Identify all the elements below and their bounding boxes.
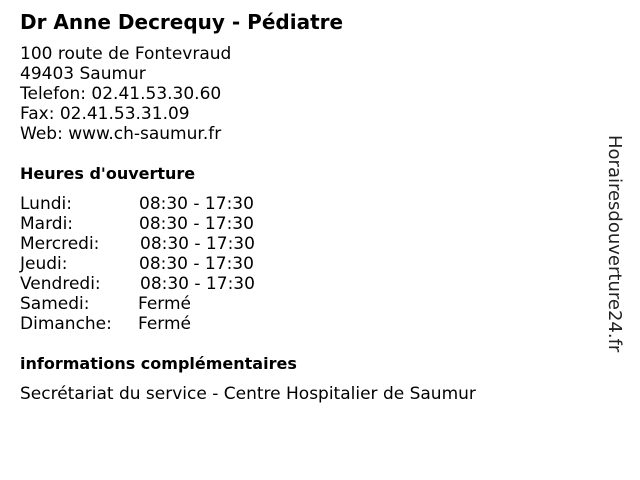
street-address: 100 route de Fontevraud: [20, 44, 232, 64]
hours-time: 08:30 - 17:30: [140, 274, 255, 294]
hours-day: Vendredi:: [20, 274, 101, 294]
page-title: Dr Anne Decrequy - Pédiatre: [20, 10, 344, 34]
hours-day: Dimanche:: [20, 314, 112, 334]
postal-city: 49403 Saumur: [20, 64, 146, 84]
website-link[interactable]: Web: www.ch-saumur.fr: [20, 124, 222, 144]
site-watermark: Horairesdouverture24.fr: [604, 135, 625, 353]
hours-time: Fermé: [138, 294, 192, 314]
contact-block: [20, 44, 231, 144]
hours-day: Mercredi:: [20, 234, 100, 254]
hours-time: 08:30 - 17:30: [139, 214, 254, 234]
hours-time: 08:30 - 17:30: [139, 254, 254, 274]
fax-number: Fax: 02.41.53.31.09: [20, 104, 190, 124]
hours-time: Fermé: [138, 314, 192, 334]
phone-number: Telefon: 02.41.53.30.60: [20, 84, 222, 104]
opening-hours-heading: Heures d'ouverture: [20, 164, 196, 183]
additional-info-text: Secrétariat du service - Centre Hospitalier de Saumur: [20, 384, 476, 404]
hours-time: 08:30 - 17:30: [139, 194, 254, 214]
hours-day: Samedi:: [20, 294, 90, 314]
hours-time: 08:30 - 17:30: [140, 234, 255, 254]
hours-day: Jeudi:: [20, 254, 68, 274]
hours-day: Lundi:: [20, 194, 72, 214]
hours-day: Mardi:: [20, 214, 74, 234]
additional-info-heading: informations complémentaires: [20, 354, 297, 373]
